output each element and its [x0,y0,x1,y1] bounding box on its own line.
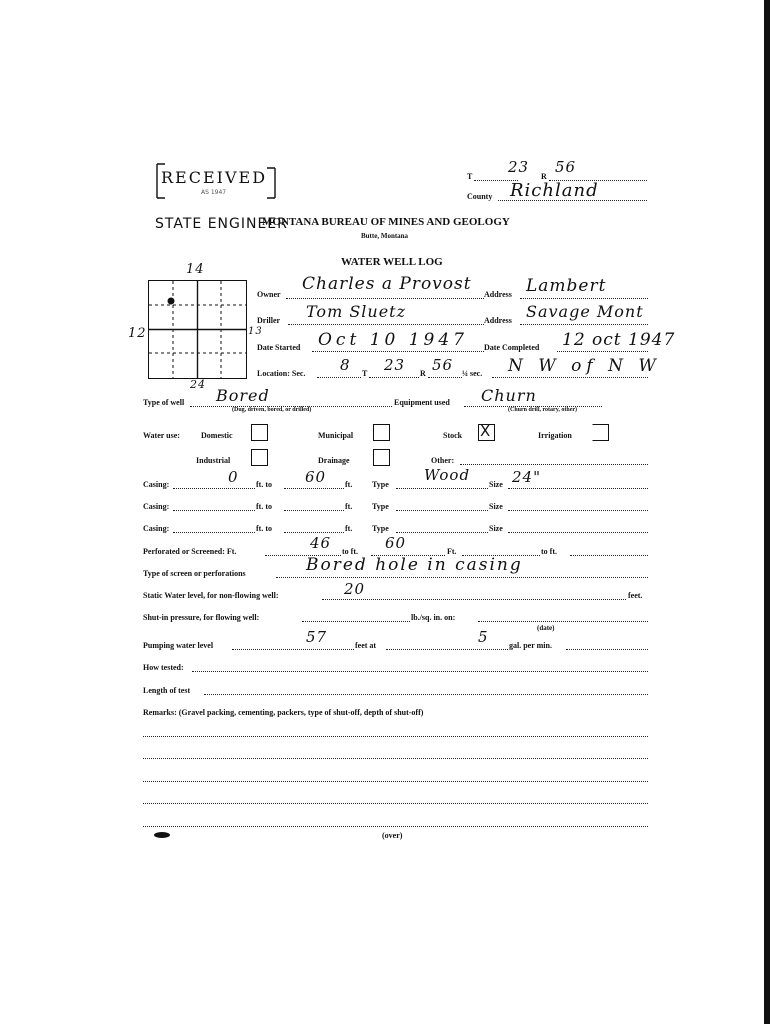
location-sec-value: 8 [340,356,351,374]
casing-ft-to: ft. to [256,502,272,511]
shut-in-label: Shut-in pressure, for flowing well: [143,613,260,622]
static-level-value: 20 [344,580,366,598]
type-of-well-label: Type of well [143,398,185,407]
equipment-hint: (Churn drill, rotary, other) [508,407,578,413]
equipment-value: Churn [481,386,537,405]
location-t-label: T [362,369,368,378]
perforated-ft-label: Ft. [447,547,457,556]
date-completed-label: Date Completed [484,343,540,352]
municipal-label: Municipal [318,431,354,440]
r-value: 56 [555,158,577,176]
casing-label: Casing: [143,524,170,533]
grid-mark-left: 12 [128,326,147,341]
state-engineer-stamp: STATE ENGINEER [155,216,288,232]
driller-value: Tom Sluetz [306,302,407,321]
driller-address-label: Address [484,316,512,325]
casing-ft: ft. [345,480,353,489]
remarks-line [143,758,648,759]
location-r-value: 56 [432,356,454,374]
bureau-name: MONTANA BUREAU OF MINES AND GEOLOGY [262,216,510,228]
industrial-label: Industrial [196,456,231,465]
perforated-from: 46 [310,534,332,552]
perforated-to: 60 [385,534,407,552]
casing-ft-to: ft. to [256,480,272,489]
owner-address-value: Lambert [526,276,607,296]
t-label: T [467,172,473,181]
perforated-label: Perforated or Screened: Ft. [143,547,237,556]
static-level-feet: feet. [628,591,643,600]
static-level-label: Static Water level, for non-flowing well: [143,591,279,600]
screen-type-value: Bored hole in casing [306,555,523,575]
casing-from: 0 [228,468,239,486]
drainage-checkbox[interactable] [373,449,390,466]
domestic-label: Domestic [201,431,233,440]
irrigation-label: Irrigation [538,431,572,440]
date-started-label: Date Started [257,343,301,352]
casing-type-label: Type [372,480,389,489]
perforated-to-ft-label: to ft. [541,547,557,556]
domestic-checkbox[interactable] [251,424,268,441]
casing-ft: ft. [345,524,353,533]
pumping-gpm-label: gal. per min. [509,641,552,650]
grid-mark-bottom: 24 [190,378,206,391]
pumping-label: Pumping water level [143,641,214,650]
bureau-city: Butte, Montana [361,232,409,240]
casing-size: 24" [512,468,541,486]
date-started-value: Oct 10 1947 [318,330,468,350]
municipal-checkbox[interactable] [373,424,390,441]
shut-in-date-hint: (date) [537,624,555,632]
driller-label: Driller [257,316,281,325]
stock-check-mark: X [480,422,491,440]
casing-ft-to: ft. to [256,524,272,533]
stock-label: Stock [443,431,463,440]
casing-size-label: Size [489,524,503,533]
received-stamp-text: RECEIVED [161,168,268,187]
casing-size-label: Size [489,480,503,489]
water-use-label: Water use: [143,431,180,440]
remarks-label: Remarks: (Gravel packing, cementing, packers, type of shut-off, depth of shut-off) [143,708,424,717]
scan-edge [764,0,770,1024]
grid-mark-top: 14 [186,262,205,277]
received-stamp [153,162,279,200]
remarks-line [143,826,648,827]
perforated-to-label: to ft. [342,547,358,556]
owner-address-label: Address [484,290,512,299]
location-label: Location: Sec. [257,369,306,378]
casing-label: Casing: [143,480,170,489]
length-test-label: Length of test [143,686,191,695]
casing-to: 60 [305,468,327,486]
location-r-label: R [420,369,426,378]
equipment-label: Equipment used [394,398,450,407]
remarks-line [143,803,648,804]
casing-ft: ft. [345,502,353,511]
owner-label: Owner [257,290,281,299]
date-completed-value: 12 oct 1947 [562,330,676,350]
casing-type: Wood [424,466,471,484]
screen-type-label: Type of screen or perforations [143,569,246,578]
location-quarter-label: ¼ sec. [462,369,483,378]
type-of-well-hint: (Dug, driven, bored, or drilled) [232,407,312,413]
pumping-value: 57 [306,628,328,646]
casing-type-label: Type [372,502,389,511]
type-of-well-value: Bored [216,386,270,405]
industrial-checkbox[interactable] [251,449,268,466]
t-value: 23 [508,158,530,176]
over-label: (over) [382,831,403,840]
drainage-label: Drainage [318,456,350,465]
location-quarter-value: N W of N W [508,356,661,376]
remarks-line [143,781,648,782]
pumping-feet-at: feet at [355,641,377,650]
owner-value: Charles a Provost [302,274,472,294]
irrigation-checkbox[interactable] [592,424,609,441]
driller-address-value: Savage Mont [526,302,644,321]
casing-type-label: Type [372,524,389,533]
pumping-gpm: 5 [478,628,489,646]
r-label: R [541,172,547,181]
casing-label: Casing: [143,502,170,511]
how-tested-label: How tested: [143,663,184,672]
location-t-value: 23 [384,356,406,374]
other-label: Other: [431,456,455,465]
section-grid [148,280,247,379]
stock-checkbox[interactable] [478,424,495,441]
form-title: WATER WELL LOG [341,256,443,268]
remarks-line [143,736,648,737]
received-stamp-date: AS 1947 [201,189,227,196]
punch-mark [154,832,170,838]
grid-mark-right: 13 [248,326,263,337]
shut-in-unit: lb./sq. in. on: [411,613,456,622]
county-value: Richland [510,180,599,201]
county-label: County [467,192,493,201]
casing-size-label: Size [489,502,503,511]
